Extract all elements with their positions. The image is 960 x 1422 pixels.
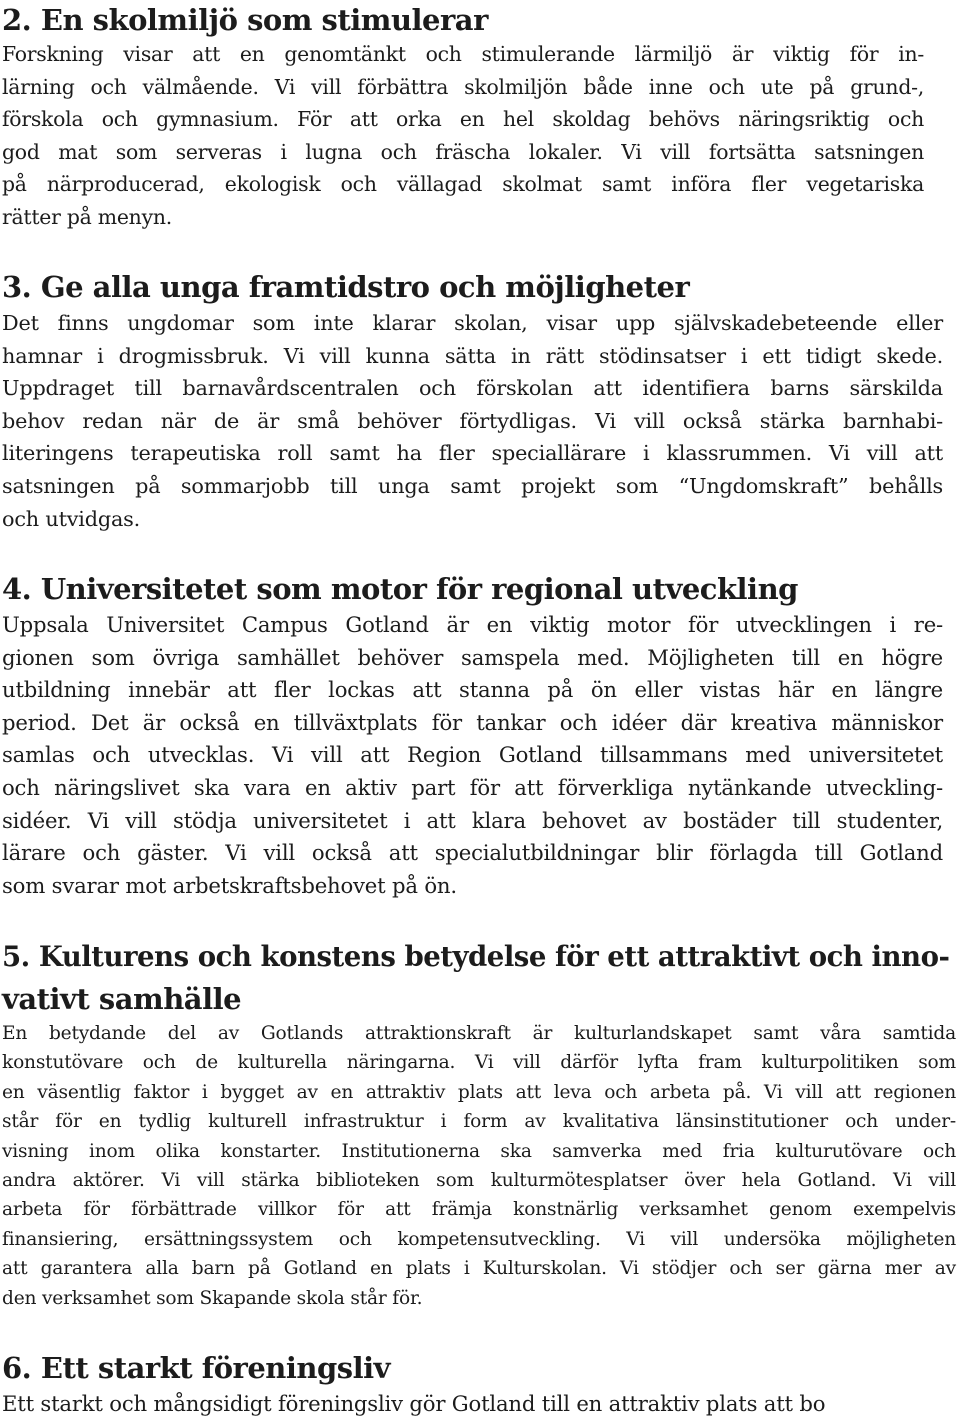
- body-line: Uppdraget till barnavårdscentralen och förskolan att identifiera barns särskilda: [2, 376, 943, 401]
- body-line: visning inom olika konstarter. Institutionerna ska samverka med fria kulturutövare och: [2, 1140, 956, 1162]
- body-line: rätter på menyn.: [2, 204, 172, 229]
- body-line: en väsentlig faktor i bygget av en attraktiv plats att leva och arbeta på. Vi vill att regionen: [2, 1081, 956, 1103]
- section-body: [2, 307, 943, 535]
- body-line: utbildning innebär att fler lockas att stanna på ön eller vistas här en längre: [2, 677, 943, 703]
- body-line: samlas och utvecklas. Vi vill att Region Gotland tillsammans med universitetet: [2, 742, 943, 768]
- body-line: på närproducerad, ekologisk och vällagad skolmat samt införa fler vegetariska: [2, 172, 924, 197]
- body-line: Forskning visar att en genomtänkt och stimulerande lärmiljö är viktig för in-: [2, 42, 924, 66]
- body-line: och utvidgas.: [2, 506, 141, 531]
- body-line: konstutövare och de kulturella näringarna. Vi vill därför lyfta fram kulturpolitiken som: [2, 1052, 956, 1074]
- body-line: lärare och gäster. Vi vill också att specialutbildningar blir förlagda till Gotland: [2, 840, 943, 866]
- body-line: sidéer. Vi vill stödja universitetet i att klara behovet av bostäder till studenter,: [2, 807, 943, 833]
- body-line: andra aktörer. Vi vill stärka biblioteken som kulturmötesplatser över hela Gotland. Vi vill: [2, 1170, 956, 1192]
- section-body: [2, 609, 943, 902]
- body-line: finansiering, ersättningssystem och kompetensutveckling. Vi vill undersöka möjligheten: [2, 1228, 956, 1250]
- section-heading: 2. En skolmiljö som stimulerar: [2, 3, 488, 37]
- section-body: [2, 1019, 956, 1313]
- body-line: hamnar i drogmissbruk. Vi vill kunna sätta in rätt stödinsatser i ett tidigt skede.: [2, 343, 943, 368]
- body-line: Ett starkt och mångsidigt föreningsliv gör Gotland till en attraktiv plats att bo: [2, 1391, 826, 1416]
- body-line: god mat som serveras i lugna och fräscha lokaler. Vi vill fortsätta satsningen: [2, 139, 924, 164]
- body-line: En betydande del av Gotlands attraktionskraft är kulturlandskapet samt våra samtida: [2, 1023, 956, 1044]
- body-line: satsningen på sommarjobb till unga samt projekt som “Ungdomskraft” behålls: [2, 473, 943, 498]
- heading-line: vativt samhälle: [2, 982, 242, 1016]
- section-body: [2, 38, 924, 234]
- body-line: Det finns ungdomar som inte klarar skolan, visar upp självskadebeteende eller: [2, 311, 943, 335]
- section-heading: [2, 936, 950, 1020]
- section-heading: 6. Ett starkt föreningsliv: [2, 1351, 390, 1385]
- body-line: förskola och gymnasium. För att orka en hel skoldag behövs näringsriktig och: [2, 107, 924, 132]
- section-heading: 3. Ge alla unga framtidstro och möjligheter: [2, 270, 690, 304]
- body-line: står för en tydlig kulturell infrastruktur i form av kvalitativa länsinstitutioner och under-: [2, 1111, 956, 1133]
- body-line: gionen som övriga samhället behöver samspela med. Möjligheten till en högre: [2, 644, 943, 670]
- body-line: literingens terapeutiska roll samt ha fler speciallärare i klassrummen. Vi vill att: [2, 441, 943, 466]
- body-line: behov redan när de är små behöver förtydligas. Vi vill också stärka barnhabi-: [2, 408, 943, 433]
- section-heading: 4. Universitetet som motor för regional utveckling: [2, 572, 798, 606]
- body-line: den verksamhet som Skapande skola står för.: [2, 1287, 423, 1309]
- heading-line: 5. Kulturens och konstens betydelse för ett attraktivt och inno-: [2, 940, 950, 973]
- body-line: arbeta för förbättrade villkor för att främja konstnärlig verksamhet genom exempelvis: [2, 1199, 956, 1221]
- body-line: att garantera alla barn på Gotland en plats i Kulturskolan. Vi stödjer och ser gärna mer av: [2, 1258, 956, 1280]
- section-body: [2, 1388, 927, 1421]
- body-line: period. Det är också en tillväxtplats för tankar och idéer där kreativa människor: [2, 709, 943, 735]
- body-line: lärning och välmående. Vi vill förbättra skolmiljön både inne och ute på grund-,: [2, 74, 924, 99]
- body-line: som svarar mot arbetskraftsbehovet på ön.: [2, 872, 457, 898]
- body-line: Uppsala Universitet Campus Gotland är en viktig motor för utvecklingen i re-: [2, 612, 943, 637]
- body-line: och näringslivet ska vara en aktiv part för att förverkliga nytänkande utveckling-: [2, 774, 943, 800]
